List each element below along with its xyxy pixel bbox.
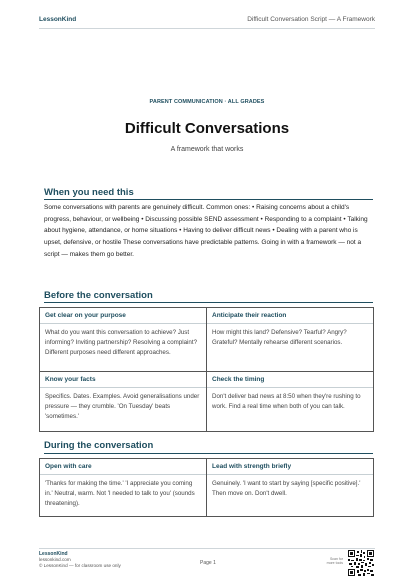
grid-cell-title: Lead with strength briefly — [212, 463, 292, 470]
grid-cell-text: How might this land? Defensive? Tearful? Angry? Grateful? Mentally rehearse different scenarios. — [212, 329, 347, 346]
grid-cell-head — [40, 372, 206, 388]
grid-cell-text: Genuinely. 'I want to start by saying [specific positive].' Then move on. Don't dwell. — [212, 480, 361, 497]
page-footer — [39, 551, 121, 569]
grid-cell-head — [40, 308, 206, 324]
grid-cell — [40, 308, 207, 372]
footer-copyright: © LessonKind — for classroom use only — [39, 563, 121, 568]
grid-cell — [207, 372, 374, 432]
page-number: Page 1 — [200, 560, 216, 566]
section-heading-during: During the conversation — [44, 440, 154, 451]
grid-cell-title: Check the timing — [212, 376, 265, 383]
grid-cell — [40, 459, 207, 517]
grid-cell — [207, 308, 374, 372]
header-brand: LessonKind — [39, 16, 77, 23]
scan-caption — [321, 557, 343, 566]
grid-cell-text: 'Thanks for making the time.' 'I appreciate you coming in.' Neutral, warm. Not 'I needed to talk to you' (sounds threatening). — [45, 480, 195, 507]
grid-cell — [207, 459, 374, 517]
section-heading-when: When you need this — [44, 187, 134, 198]
grid-cell-head — [207, 308, 373, 324]
page-header — [39, 14, 375, 26]
section-rule-during — [44, 453, 373, 454]
section-rule-when — [44, 199, 373, 200]
grid-cell-title: Open with care — [45, 463, 92, 470]
grid-cell-text: Specifics. Dates. Examples. Avoid generalisations under pressure — they crumble. 'On Tuesday' beats 'sometimes.' — [45, 393, 200, 420]
header-doc-title: Difficult Conversation Script — A Framework — [247, 16, 375, 23]
page-title: Difficult Conversations — [124, 120, 290, 137]
qr-code-icon — [348, 550, 374, 576]
section-rule-before — [44, 302, 373, 303]
footer-divider — [39, 548, 375, 549]
grid-cell-title: Get clear on your purpose — [45, 312, 126, 319]
before-grid — [39, 307, 374, 432]
scan-caption-line1: Scan for — [329, 557, 343, 561]
grid-cell-head — [207, 372, 373, 388]
grid-cell-text: What do you want this conversation to achieve? Just informing? Inviting partnership? Resolving a complaint? Different purposes need different approaches. — [45, 329, 198, 356]
grid-cell — [40, 372, 207, 432]
during-grid — [39, 458, 374, 517]
footer-brand: LessonKind — [39, 551, 68, 557]
page-subtitle: A framework that works — [170, 146, 244, 153]
intro-paragraph: Some conversations with parents are genuinely difficult. Common ones: • Raising concerns about a child's progress, behaviour, or wellbeing • Discussing possible SEND assessment • Responding to a complaint • Talking about hygiene, attendance, or home situations • Having to deliver difficult news • Dealing with a parent who is upset, defensive, or hostile These conversations have predictable patterns. Going in with a framework — not a script — makes them go better. — [44, 204, 368, 258]
scan-caption-line2: more tools — [326, 561, 343, 566]
page-kicker: PARENT COMMUNICATION · ALL GRADES — [149, 99, 265, 105]
grid-cell-title: Anticipate their reaction — [212, 312, 287, 319]
footer-site: lessonkind.com — [39, 557, 71, 562]
header-divider — [39, 28, 375, 29]
grid-cell-head — [40, 459, 206, 475]
grid-cell-text: Don't deliver bad news at 8:50 when they're rushing to work. Find a real time when both of you can talk. — [212, 393, 361, 410]
grid-cell-head — [207, 459, 373, 475]
grid-cell-title: Know your facts — [45, 376, 96, 383]
section-heading-before: Before the conversation — [44, 290, 153, 301]
